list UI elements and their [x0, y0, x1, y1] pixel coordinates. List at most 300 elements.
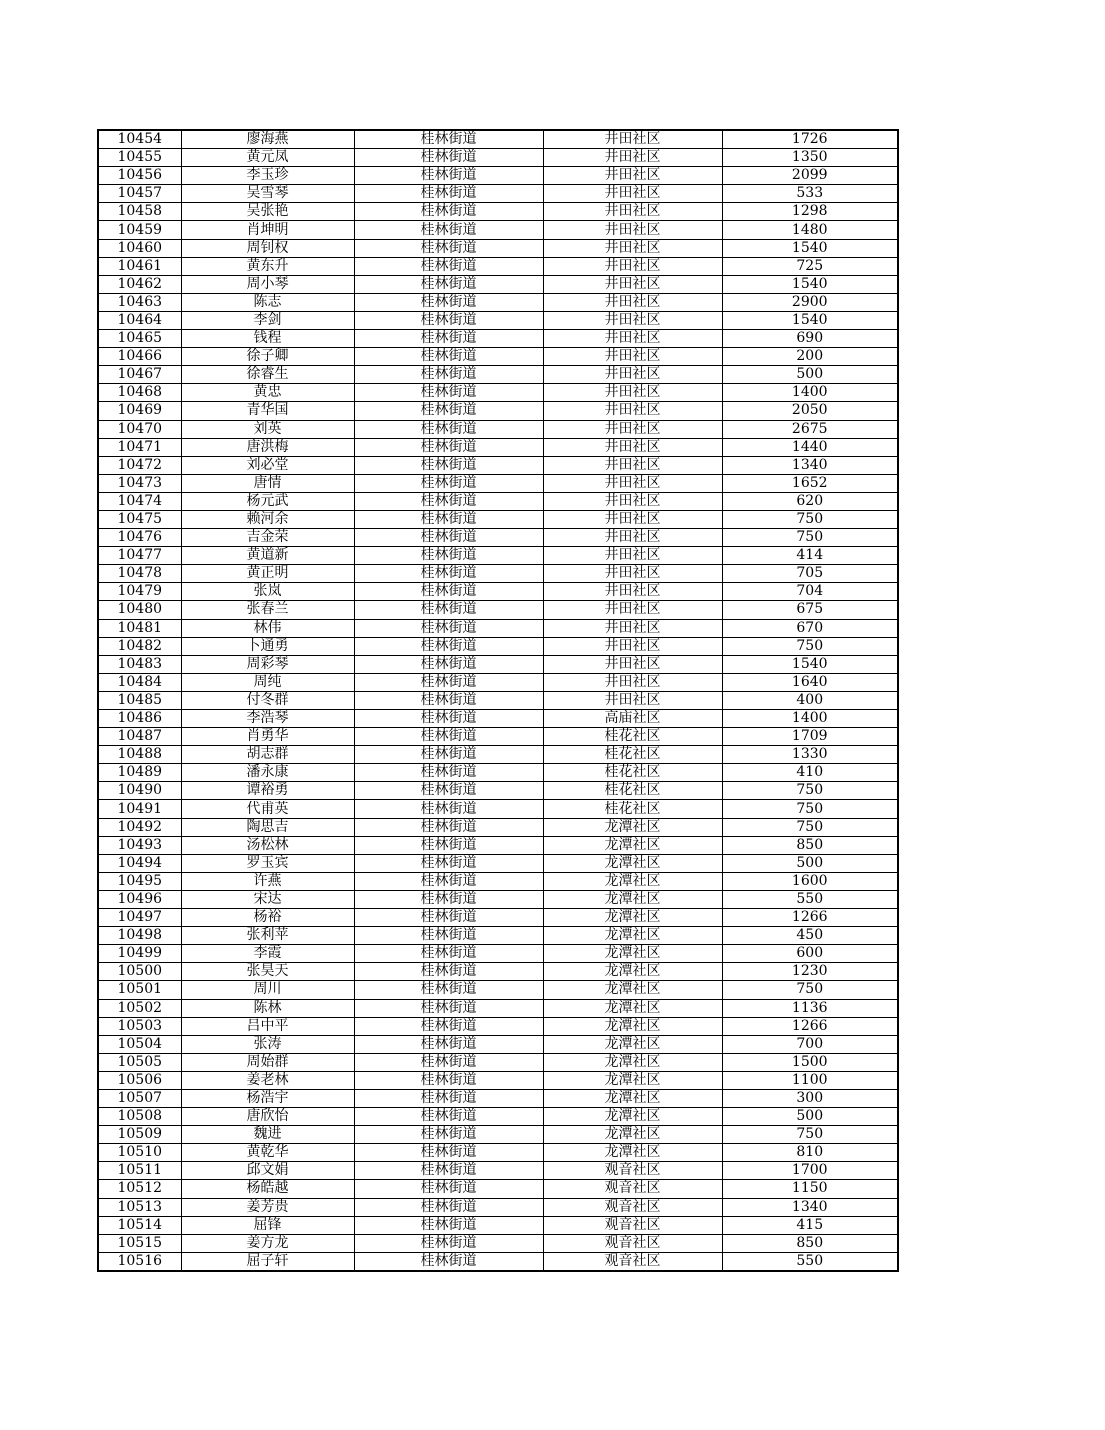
community-cell: 井田社区	[543, 655, 722, 673]
amount-cell: 750	[722, 510, 898, 528]
community-cell: 井田社区	[543, 691, 722, 709]
name-cell: 张岚	[181, 583, 354, 601]
street-cell: 桂林街道	[354, 130, 543, 149]
street-cell: 桂林街道	[354, 836, 543, 854]
table-row	[98, 1017, 898, 1035]
street-cell: 桂林街道	[354, 348, 543, 366]
street-cell: 桂林街道	[354, 330, 543, 348]
street-cell: 桂林街道	[354, 728, 543, 746]
table-row	[98, 275, 898, 293]
amount-cell: 500	[722, 1108, 898, 1126]
community-cell: 龙潭社区	[543, 945, 722, 963]
amount-cell: 725	[722, 257, 898, 275]
name-cell: 肖坤明	[181, 221, 354, 239]
community-cell: 观音社区	[543, 1162, 722, 1180]
record-id-cell: 10478	[98, 565, 181, 583]
name-cell: 姜方龙	[181, 1234, 354, 1252]
name-cell: 付冬群	[181, 691, 354, 709]
name-cell: 潘永康	[181, 764, 354, 782]
community-cell: 桂花社区	[543, 800, 722, 818]
street-cell: 桂林街道	[354, 945, 543, 963]
amount-cell: 2050	[722, 402, 898, 420]
amount-cell: 1230	[722, 963, 898, 981]
street-cell: 桂林街道	[354, 565, 543, 583]
record-id-cell: 10493	[98, 836, 181, 854]
record-id-cell: 10466	[98, 348, 181, 366]
amount-cell: 414	[722, 547, 898, 565]
community-cell: 龙潭社区	[543, 872, 722, 890]
table-row	[98, 710, 898, 728]
street-cell: 桂林街道	[354, 311, 543, 329]
community-cell: 龙潭社区	[543, 1089, 722, 1107]
community-cell: 井田社区	[543, 203, 722, 221]
amount-cell: 415	[722, 1216, 898, 1234]
name-cell: 罗玉宾	[181, 854, 354, 872]
record-id-cell: 10467	[98, 366, 181, 384]
name-cell: 青华国	[181, 402, 354, 420]
record-id-cell: 10510	[98, 1144, 181, 1162]
name-cell: 唐洪梅	[181, 438, 354, 456]
record-id-cell: 10504	[98, 1035, 181, 1053]
name-cell: 邱文娟	[181, 1162, 354, 1180]
street-cell: 桂林街道	[354, 1071, 543, 1089]
street-cell: 桂林街道	[354, 890, 543, 908]
table-row	[98, 384, 898, 402]
street-cell: 桂林街道	[354, 275, 543, 293]
record-id-cell: 10501	[98, 981, 181, 999]
record-id-cell: 10458	[98, 203, 181, 221]
table-row	[98, 1144, 898, 1162]
amount-cell: 1500	[722, 1053, 898, 1071]
table-row	[98, 420, 898, 438]
name-cell: 吴张艳	[181, 203, 354, 221]
street-cell: 桂林街道	[354, 800, 543, 818]
community-cell: 井田社区	[543, 330, 722, 348]
street-cell: 桂林街道	[354, 257, 543, 275]
table-row	[98, 963, 898, 981]
community-cell: 龙潭社区	[543, 818, 722, 836]
record-id-cell: 10471	[98, 438, 181, 456]
amount-cell: 1266	[722, 1017, 898, 1035]
street-cell: 桂林街道	[354, 167, 543, 185]
table-row	[98, 836, 898, 854]
amount-cell: 750	[722, 637, 898, 655]
community-cell: 龙潭社区	[543, 963, 722, 981]
table-row	[98, 691, 898, 709]
amount-cell: 1400	[722, 384, 898, 402]
table-row	[98, 927, 898, 945]
record-id-cell: 10502	[98, 999, 181, 1017]
community-cell: 井田社区	[543, 492, 722, 510]
table-row	[98, 1053, 898, 1071]
record-id-cell: 10462	[98, 275, 181, 293]
street-cell: 桂林街道	[354, 239, 543, 257]
community-cell: 观音社区	[543, 1216, 722, 1234]
name-cell: 吕中平	[181, 1017, 354, 1035]
street-cell: 桂林街道	[354, 1252, 543, 1271]
name-cell: 黄乾华	[181, 1144, 354, 1162]
amount-cell: 1600	[722, 872, 898, 890]
record-id-cell: 10490	[98, 782, 181, 800]
street-cell: 桂林街道	[354, 402, 543, 420]
table-row	[98, 330, 898, 348]
name-cell: 唐欣怡	[181, 1108, 354, 1126]
community-cell: 龙潭社区	[543, 1035, 722, 1053]
community-cell: 井田社区	[543, 619, 722, 637]
table-row	[98, 800, 898, 818]
table-row	[98, 637, 898, 655]
name-cell: 杨裕	[181, 909, 354, 927]
record-id-cell: 10498	[98, 927, 181, 945]
record-id-cell: 10486	[98, 710, 181, 728]
name-cell: 周小琴	[181, 275, 354, 293]
street-cell: 桂林街道	[354, 293, 543, 311]
table-row	[98, 1216, 898, 1234]
amount-cell: 600	[722, 945, 898, 963]
amount-cell: 1350	[722, 149, 898, 167]
name-cell: 肖勇华	[181, 728, 354, 746]
name-cell: 李剑	[181, 311, 354, 329]
record-id-cell: 10454	[98, 130, 181, 149]
name-cell: 黄东升	[181, 257, 354, 275]
record-id-cell: 10465	[98, 330, 181, 348]
street-cell: 桂林街道	[354, 981, 543, 999]
table-row	[98, 311, 898, 329]
table-row	[98, 565, 898, 583]
street-cell: 桂林街道	[354, 601, 543, 619]
amount-cell: 1100	[722, 1071, 898, 1089]
community-cell: 井田社区	[543, 474, 722, 492]
table-row	[98, 438, 898, 456]
amount-cell: 1440	[722, 438, 898, 456]
table-row	[98, 1089, 898, 1107]
table-row	[98, 1162, 898, 1180]
amount-cell: 1540	[722, 655, 898, 673]
street-cell: 桂林街道	[354, 782, 543, 800]
table-row	[98, 818, 898, 836]
name-cell: 黄忠	[181, 384, 354, 402]
record-id-cell: 10496	[98, 890, 181, 908]
table-row	[98, 782, 898, 800]
table-row	[98, 909, 898, 927]
street-cell: 桂林街道	[354, 619, 543, 637]
street-cell: 桂林街道	[354, 691, 543, 709]
amount-cell: 1150	[722, 1180, 898, 1198]
name-cell: 李霞	[181, 945, 354, 963]
name-cell: 钱程	[181, 330, 354, 348]
street-cell: 桂林街道	[354, 185, 543, 203]
amount-cell: 750	[722, 981, 898, 999]
community-cell: 井田社区	[543, 420, 722, 438]
record-id-cell: 10463	[98, 293, 181, 311]
community-cell: 井田社区	[543, 456, 722, 474]
record-id-cell: 10456	[98, 167, 181, 185]
name-cell: 周钊权	[181, 239, 354, 257]
name-cell: 吴雪琴	[181, 185, 354, 203]
amount-cell: 700	[722, 1035, 898, 1053]
record-id-cell: 10484	[98, 673, 181, 691]
table-row	[98, 1071, 898, 1089]
community-cell: 龙潭社区	[543, 1144, 722, 1162]
amount-cell: 2099	[722, 167, 898, 185]
community-cell: 桂花社区	[543, 746, 722, 764]
record-id-cell: 10491	[98, 800, 181, 818]
record-id-cell: 10474	[98, 492, 181, 510]
street-cell: 桂林街道	[354, 710, 543, 728]
amount-cell: 2675	[722, 420, 898, 438]
community-cell: 桂花社区	[543, 728, 722, 746]
community-cell: 井田社区	[543, 547, 722, 565]
street-cell: 桂林街道	[354, 203, 543, 221]
amount-cell: 810	[722, 1144, 898, 1162]
community-cell: 井田社区	[543, 384, 722, 402]
name-cell: 徐睿生	[181, 366, 354, 384]
name-cell: 屈子轩	[181, 1252, 354, 1271]
record-id-cell: 10480	[98, 601, 181, 619]
community-cell: 井田社区	[543, 510, 722, 528]
table-row	[98, 601, 898, 619]
record-id-cell: 10499	[98, 945, 181, 963]
community-cell: 井田社区	[543, 185, 722, 203]
table-row	[98, 366, 898, 384]
amount-cell: 750	[722, 818, 898, 836]
name-cell: 李玉珍	[181, 167, 354, 185]
street-cell: 桂林街道	[354, 366, 543, 384]
record-id-cell: 10464	[98, 311, 181, 329]
record-id-cell: 10497	[98, 909, 181, 927]
community-cell: 观音社区	[543, 1198, 722, 1216]
community-cell: 桂花社区	[543, 782, 722, 800]
street-cell: 桂林街道	[354, 221, 543, 239]
record-id-cell: 10506	[98, 1071, 181, 1089]
name-cell: 代甫英	[181, 800, 354, 818]
community-cell: 井田社区	[543, 221, 722, 239]
table-row	[98, 1180, 898, 1198]
street-cell: 桂林街道	[354, 1144, 543, 1162]
table-row	[98, 872, 898, 890]
community-cell: 观音社区	[543, 1234, 722, 1252]
record-id-cell: 10516	[98, 1252, 181, 1271]
community-cell: 井田社区	[543, 275, 722, 293]
amount-cell: 1540	[722, 275, 898, 293]
community-cell: 井田社区	[543, 565, 722, 583]
street-cell: 桂林街道	[354, 456, 543, 474]
amount-cell: 1330	[722, 746, 898, 764]
amount-cell: 410	[722, 764, 898, 782]
community-cell: 井田社区	[543, 402, 722, 420]
record-id-cell: 10513	[98, 1198, 181, 1216]
street-cell: 桂林街道	[354, 963, 543, 981]
table-row	[98, 746, 898, 764]
community-cell: 井田社区	[543, 311, 722, 329]
table-row	[98, 547, 898, 565]
community-cell: 龙潭社区	[543, 1053, 722, 1071]
street-cell: 桂林街道	[354, 909, 543, 927]
record-id-cell: 10511	[98, 1162, 181, 1180]
name-cell: 卜通勇	[181, 637, 354, 655]
street-cell: 桂林街道	[354, 1216, 543, 1234]
amount-cell: 675	[722, 601, 898, 619]
street-cell: 桂林街道	[354, 1053, 543, 1071]
amount-cell: 1540	[722, 239, 898, 257]
table-row	[98, 981, 898, 999]
community-cell: 井田社区	[543, 583, 722, 601]
table-row	[98, 673, 898, 691]
name-cell: 张涛	[181, 1035, 354, 1053]
record-id-cell: 10507	[98, 1089, 181, 1107]
amount-cell: 1652	[722, 474, 898, 492]
table-body	[98, 130, 898, 1271]
table-row	[98, 854, 898, 872]
record-id-cell: 10479	[98, 583, 181, 601]
amount-cell: 1700	[722, 1162, 898, 1180]
amount-cell: 750	[722, 529, 898, 547]
amount-cell: 704	[722, 583, 898, 601]
name-cell: 陈志	[181, 293, 354, 311]
record-id-cell: 10495	[98, 872, 181, 890]
record-id-cell: 10503	[98, 1017, 181, 1035]
table-row	[98, 239, 898, 257]
table-row	[98, 945, 898, 963]
community-cell: 井田社区	[543, 348, 722, 366]
name-cell: 杨皓越	[181, 1180, 354, 1198]
table-row	[98, 583, 898, 601]
record-id-cell: 10487	[98, 728, 181, 746]
street-cell: 桂林街道	[354, 583, 543, 601]
name-cell: 魏进	[181, 1126, 354, 1144]
street-cell: 桂林街道	[354, 673, 543, 691]
amount-cell: 750	[722, 800, 898, 818]
name-cell: 周纯	[181, 673, 354, 691]
name-cell: 许燕	[181, 872, 354, 890]
community-cell: 井田社区	[543, 149, 722, 167]
table-row	[98, 221, 898, 239]
record-id-cell: 10500	[98, 963, 181, 981]
record-id-cell: 10489	[98, 764, 181, 782]
table-row	[98, 764, 898, 782]
record-id-cell: 10482	[98, 637, 181, 655]
name-cell: 廖海燕	[181, 130, 354, 149]
record-id-cell: 10472	[98, 456, 181, 474]
name-cell: 姜芳贵	[181, 1198, 354, 1216]
community-cell: 井田社区	[543, 130, 722, 149]
record-id-cell: 10488	[98, 746, 181, 764]
name-cell: 杨浩宇	[181, 1089, 354, 1107]
community-cell: 井田社区	[543, 438, 722, 456]
street-cell: 桂林街道	[354, 438, 543, 456]
record-id-cell: 10468	[98, 384, 181, 402]
name-cell: 刘必堂	[181, 456, 354, 474]
name-cell: 周川	[181, 981, 354, 999]
name-cell: 黄元凤	[181, 149, 354, 167]
table-row	[98, 203, 898, 221]
record-id-cell: 10509	[98, 1126, 181, 1144]
amount-cell: 620	[722, 492, 898, 510]
amount-cell: 200	[722, 348, 898, 366]
street-cell: 桂林街道	[354, 1198, 543, 1216]
street-cell: 桂林街道	[354, 1162, 543, 1180]
name-cell: 黄正明	[181, 565, 354, 583]
amount-cell: 850	[722, 1234, 898, 1252]
amount-cell: 500	[722, 854, 898, 872]
name-cell: 黄道新	[181, 547, 354, 565]
table-row	[98, 619, 898, 637]
record-id-cell: 10505	[98, 1053, 181, 1071]
amount-cell: 1340	[722, 1198, 898, 1216]
name-cell: 徐子卿	[181, 348, 354, 366]
name-cell: 周彩琴	[181, 655, 354, 673]
amount-cell: 2900	[722, 293, 898, 311]
amount-cell: 1400	[722, 710, 898, 728]
name-cell: 张利苹	[181, 927, 354, 945]
table-row	[98, 1035, 898, 1053]
record-id-cell: 10485	[98, 691, 181, 709]
amount-cell: 1340	[722, 456, 898, 474]
amount-cell: 1726	[722, 130, 898, 149]
street-cell: 桂林街道	[354, 149, 543, 167]
community-cell: 井田社区	[543, 293, 722, 311]
record-id-cell: 10460	[98, 239, 181, 257]
table-row	[98, 1198, 898, 1216]
amount-cell: 1480	[722, 221, 898, 239]
amount-cell: 1266	[722, 909, 898, 927]
amount-cell: 450	[722, 927, 898, 945]
table-row	[98, 167, 898, 185]
community-cell: 井田社区	[543, 673, 722, 691]
street-cell: 桂林街道	[354, 1035, 543, 1053]
community-cell: 井田社区	[543, 239, 722, 257]
name-cell: 陶思吉	[181, 818, 354, 836]
street-cell: 桂林街道	[354, 637, 543, 655]
street-cell: 桂林街道	[354, 529, 543, 547]
street-cell: 桂林街道	[354, 854, 543, 872]
table-row	[98, 655, 898, 673]
name-cell: 谭裕勇	[181, 782, 354, 800]
community-cell: 龙潭社区	[543, 1017, 722, 1035]
name-cell: 陈林	[181, 999, 354, 1017]
name-cell: 周始群	[181, 1053, 354, 1071]
name-cell: 刘英	[181, 420, 354, 438]
name-cell: 屈锋	[181, 1216, 354, 1234]
name-cell: 唐情	[181, 474, 354, 492]
community-cell: 井田社区	[543, 366, 722, 384]
amount-cell: 1640	[722, 673, 898, 691]
street-cell: 桂林街道	[354, 999, 543, 1017]
record-id-cell: 10476	[98, 529, 181, 547]
table-row	[98, 257, 898, 275]
community-cell: 龙潭社区	[543, 1071, 722, 1089]
street-cell: 桂林街道	[354, 1234, 543, 1252]
name-cell: 胡志群	[181, 746, 354, 764]
name-cell: 姜老林	[181, 1071, 354, 1089]
amount-cell: 670	[722, 619, 898, 637]
community-cell: 龙潭社区	[543, 927, 722, 945]
table-row	[98, 185, 898, 203]
street-cell: 桂林街道	[354, 1108, 543, 1126]
amount-cell: 850	[722, 836, 898, 854]
amount-cell: 1136	[722, 999, 898, 1017]
name-cell: 赖河余	[181, 510, 354, 528]
record-id-cell: 10508	[98, 1108, 181, 1126]
name-cell: 吉金荣	[181, 529, 354, 547]
community-cell: 龙潭社区	[543, 890, 722, 908]
record-id-cell: 10514	[98, 1216, 181, 1234]
amount-cell: 690	[722, 330, 898, 348]
street-cell: 桂林街道	[354, 655, 543, 673]
table-row	[98, 728, 898, 746]
street-cell: 桂林街道	[354, 872, 543, 890]
community-cell: 井田社区	[543, 257, 722, 275]
